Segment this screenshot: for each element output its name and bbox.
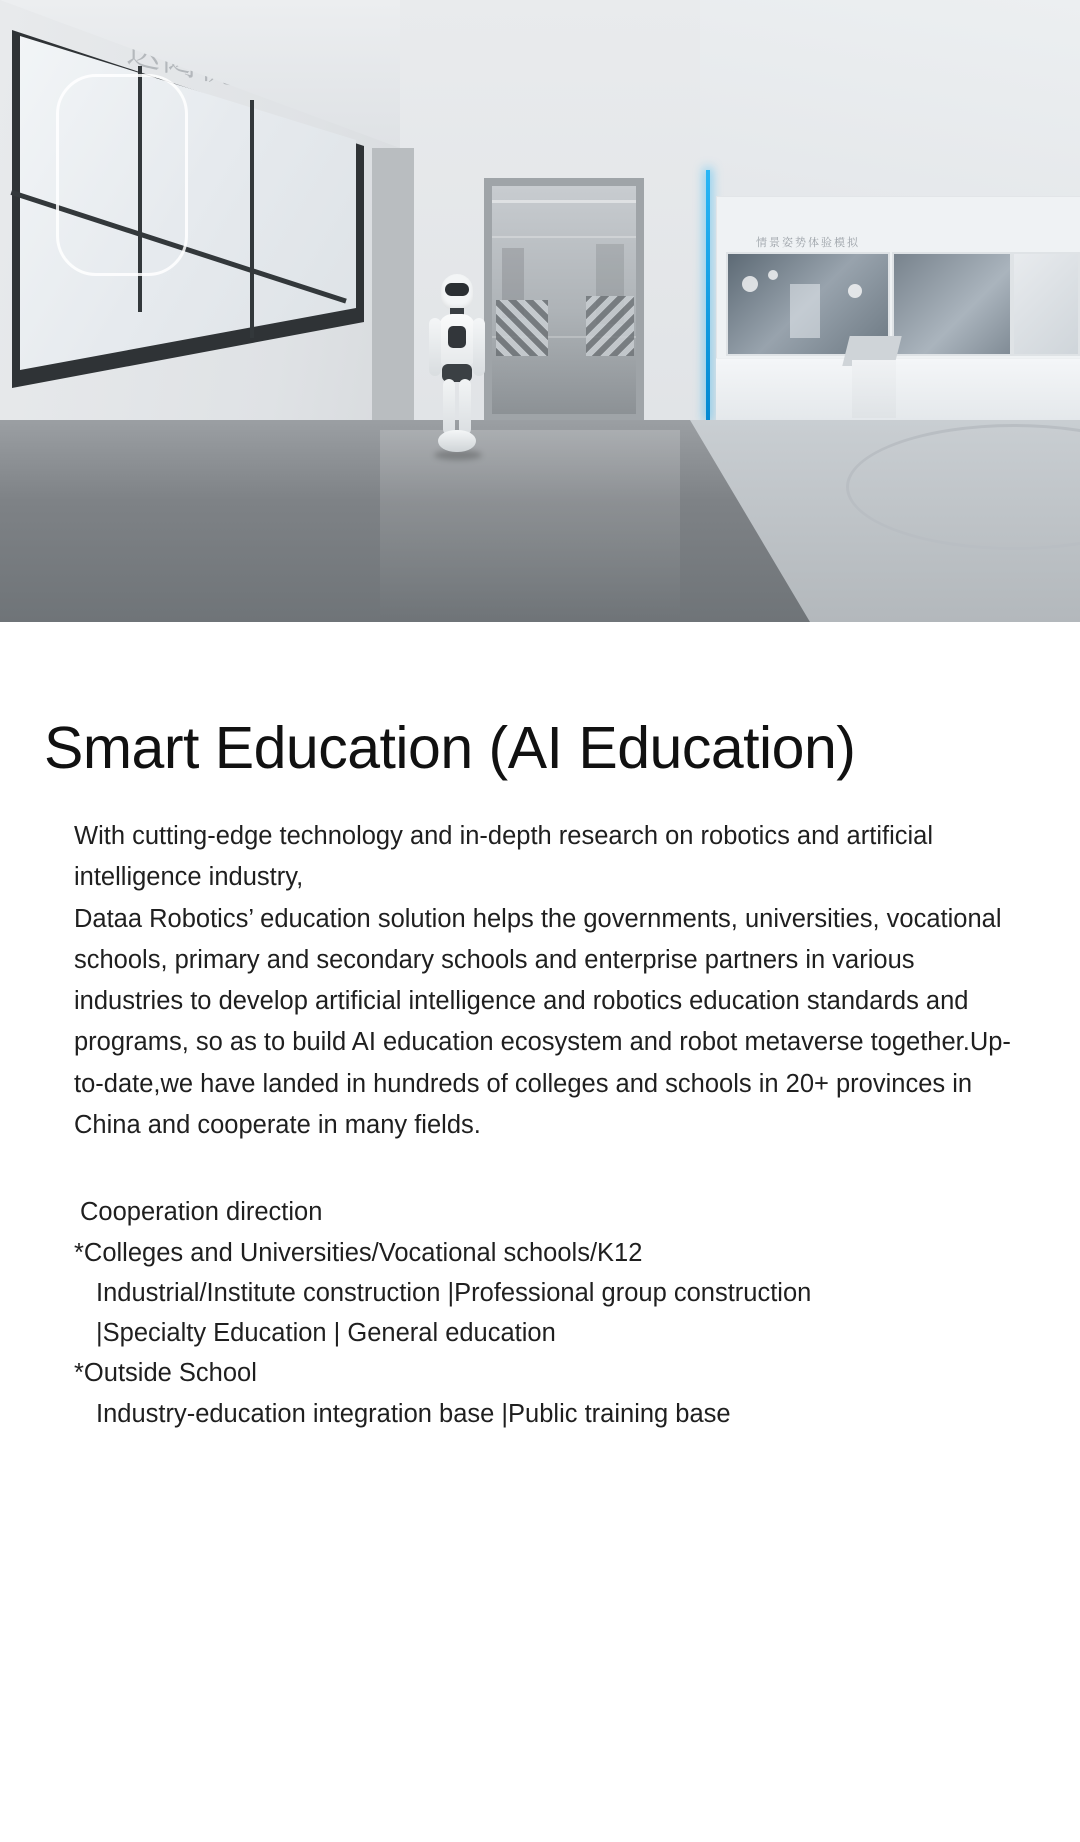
- exhibit-pedestal: [852, 360, 896, 418]
- accent-light-strip: [706, 170, 710, 420]
- cooperation-item: |Specialty Education | General education: [96, 1319, 556, 1348]
- intro-paragraphs: [0, 816, 1080, 1146]
- side-door: [372, 148, 414, 423]
- page-title: Smart Education (AI Education): [44, 715, 856, 781]
- cooperation-item: Industrial/Institute construction |Professional group construction: [96, 1278, 812, 1307]
- cooperation-item: Industry-education integration base |Public training base: [96, 1399, 731, 1428]
- cooperation-section: [0, 1192, 1080, 1434]
- exhibit-display-2: [892, 252, 1012, 356]
- cooperation-heading: Cooperation direction: [80, 1198, 323, 1227]
- hero-image: [0, 0, 1080, 622]
- exhibit-display-3: [1012, 252, 1080, 356]
- floor-hazard-marking: [496, 300, 548, 356]
- cooperation-item: *Outside School: [74, 1359, 257, 1388]
- cooperation-item: *Colleges and Universities/Vocational schools/K12: [74, 1238, 643, 1267]
- intro-paragraph-2: Dataa Robotics’ education solution helps the governments, universities, vocational schools, primary and secondary schools and enterprise partners in various industries to develop artificial intelligence and robotics education standards and programs, so as to build AI education ecosystem and robot metaverse together.Up-to-date,we have landed in hundreds of colleges and schools in 20+ provinces in China and cooperate in many fields.: [74, 904, 1011, 1140]
- video-wall-graphic: [56, 74, 188, 276]
- exhibit-counter: [716, 358, 1080, 421]
- floor-hazard-marking: [586, 296, 634, 356]
- humanoid-robot: [424, 274, 490, 460]
- article-content: [0, 622, 1080, 1434]
- video-wall-seam: [250, 100, 254, 338]
- intro-paragraph-1: With cutting-edge technology and in-depth research on robotics and artificial intelligence industry,: [74, 821, 933, 892]
- exhibit-label: 情景姿势体验模拟: [756, 236, 860, 249]
